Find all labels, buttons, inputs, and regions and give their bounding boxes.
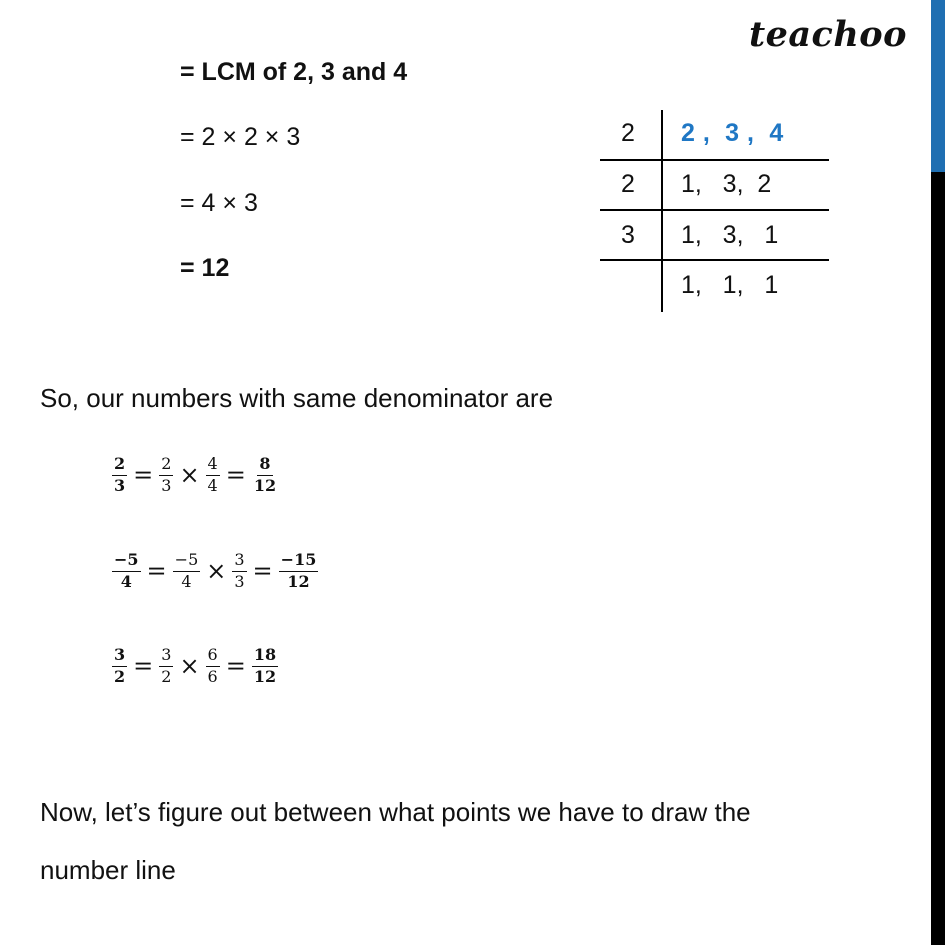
lcm-step-2: = 4 × 3 bbox=[180, 189, 258, 217]
table-values: 1, 3, 2 bbox=[681, 170, 772, 198]
table-rule bbox=[600, 259, 829, 261]
table-values: 2 , 3 , 4 bbox=[681, 119, 784, 147]
scroll-thumb[interactable] bbox=[931, 0, 945, 172]
scrollbar[interactable] bbox=[931, 0, 945, 945]
fraction: $\frac{6}{6}$ bbox=[207, 645, 218, 686]
outro-text: Now, let’s figure out between what points we have to draw the bbox=[40, 797, 751, 827]
equals-sign: = bbox=[133, 461, 154, 490]
fraction: $\frac{4}{4}$ bbox=[207, 454, 218, 495]
fraction: $\frac{-5}{4}$ bbox=[114, 550, 139, 591]
table-divisor: 2 bbox=[621, 119, 635, 147]
table-divisor: 3 bbox=[621, 221, 635, 249]
fraction: $\frac{18}{12}$ bbox=[253, 645, 277, 686]
teachoo-logo: teachoo bbox=[748, 14, 907, 55]
times-sign: × bbox=[206, 557, 227, 586]
fraction: $\frac{-5}{4}$ bbox=[174, 550, 199, 591]
fraction: $\frac{3}{3}$ bbox=[234, 550, 245, 591]
outro-text-continued: number line bbox=[40, 855, 176, 885]
fraction: $\frac{3}{2}$ bbox=[114, 645, 126, 686]
equals-sign: = bbox=[225, 652, 246, 681]
fraction: $\frac{2}{3}$ bbox=[114, 454, 126, 495]
equals-sign: = bbox=[146, 557, 167, 586]
table-values: 1, 1, 1 bbox=[681, 271, 779, 299]
times-sign: × bbox=[179, 652, 200, 681]
table-values: 1, 3, 1 bbox=[681, 221, 779, 249]
equals-sign: = bbox=[225, 461, 246, 490]
lcm-result: = 12 bbox=[180, 254, 230, 282]
intro-text: So, our numbers with same denominator are bbox=[40, 383, 554, 413]
fraction: $\frac{-15}{12}$ bbox=[280, 550, 317, 591]
table-vertical-line bbox=[661, 110, 663, 312]
equation-row bbox=[110, 552, 320, 591]
table-rule bbox=[600, 209, 829, 211]
table-rule bbox=[600, 159, 829, 161]
equation-row bbox=[110, 647, 280, 686]
times-sign: × bbox=[179, 461, 200, 490]
fraction: $\frac{3}{2}$ bbox=[161, 645, 172, 686]
table-divisor: 2 bbox=[621, 170, 635, 198]
equals-sign: = bbox=[252, 557, 273, 586]
lcm-step-1: = 2 × 2 × 3 bbox=[180, 123, 301, 151]
equals-sign: = bbox=[133, 652, 154, 681]
fraction: $\frac{8}{12}$ bbox=[253, 454, 277, 495]
equation-row bbox=[110, 456, 280, 495]
lcm-statement: = LCM of 2, 3 and 4 bbox=[180, 58, 408, 86]
fraction: $\frac{2}{3}$ bbox=[161, 454, 172, 495]
